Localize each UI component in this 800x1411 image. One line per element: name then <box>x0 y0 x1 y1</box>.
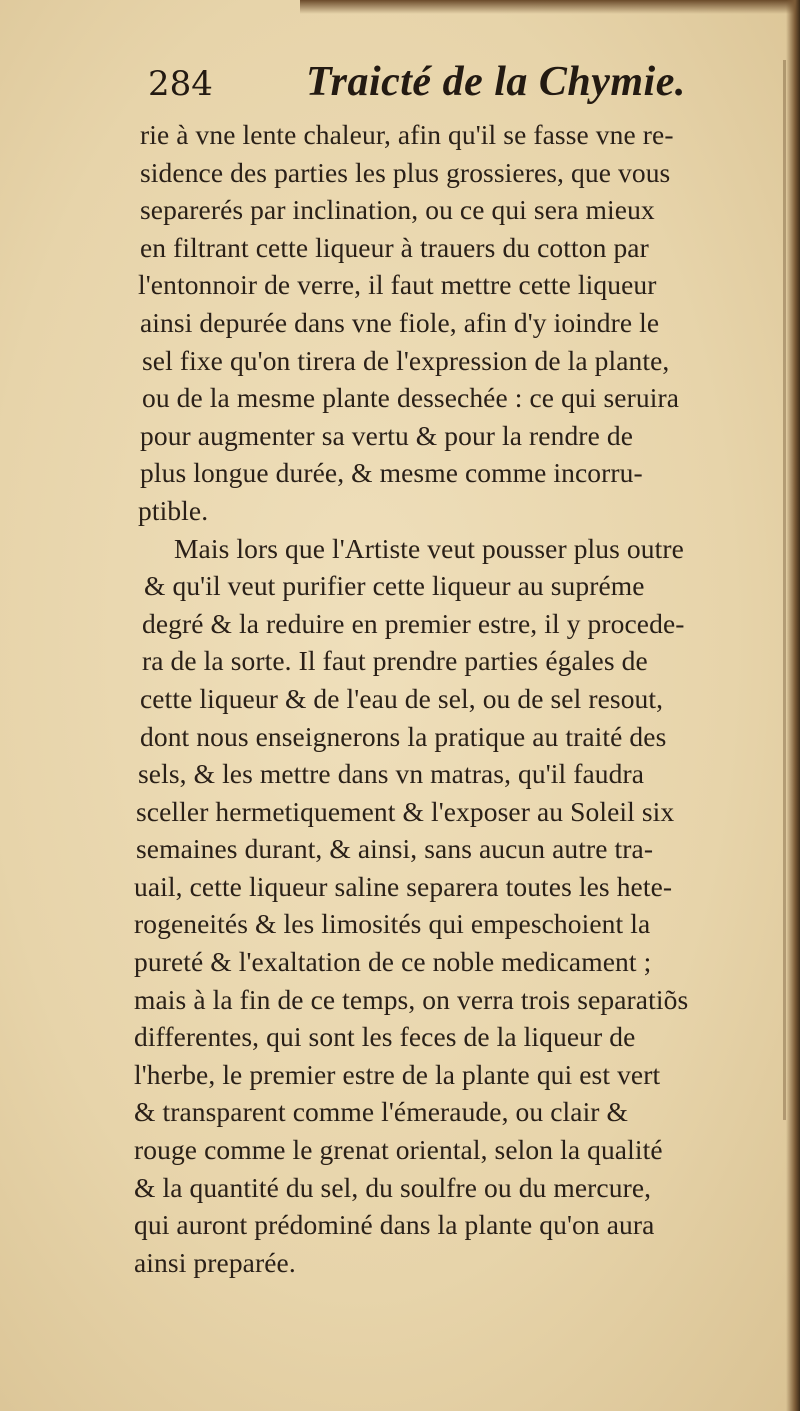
text-line: rie à vne lente chaleur, afin qu'il se fasse vne re- <box>140 119 674 150</box>
text-line: sel fixe qu'on tirera de l'expression de la plante, <box>142 344 670 376</box>
text-line: uail, cette liqueur saline separera toutes les hete- <box>134 870 673 902</box>
text-line: plus longue durée, & mesme comme incorru- <box>140 457 643 489</box>
page-right-edge <box>786 0 800 1411</box>
text-line: pureté & l'exaltation de ce noble medicament ; <box>134 946 652 978</box>
text-line: differentes, qui sont les feces de la liqueur de <box>134 1021 636 1053</box>
text-line: semaines durant, & ainsi, sans aucun autre tra- <box>136 833 654 865</box>
text-line: qui auront prédominé dans la plante qu'on aura <box>134 1209 655 1241</box>
page-number: 284 <box>148 64 213 104</box>
text-line: dont nous enseignerons la pratique au traité des <box>140 720 667 752</box>
text-line: sidence des parties les plus grossieres, que vous <box>140 156 671 188</box>
text-line: l'entonnoir de verre, il faut mettre cette liqueur <box>138 269 657 301</box>
text-line: ou de la mesme plante dessechée : ce qui seruira <box>142 382 680 414</box>
text-line: sceller hermetiquement & l'exposer au Soleil six <box>136 795 675 827</box>
running-title: Traicté de la Chymie. <box>306 59 686 105</box>
text-line: & qu'il veut purifier cette liqueur au supréme <box>144 570 645 602</box>
text-line: ptible. <box>138 494 209 526</box>
text-line: sels, & les mettre dans vn matras, qu'il faudra <box>138 758 645 790</box>
text-line: ainsi preparée. <box>134 1246 296 1278</box>
text-line: cette liqueur & de l'eau de sel, ou de sel resout, <box>140 682 664 714</box>
text-line: degré & la reduire en premier estre, il y procede- <box>142 607 685 639</box>
text-line: ra de la sorte. Il faut prendre parties égales de <box>142 645 648 677</box>
text-line: & transparent comme l'émeraude, ou clair & <box>134 1096 629 1128</box>
text-line: mais à la fin de ce temps, on verra trois separatiõs <box>134 983 689 1015</box>
text-line: pour augmenter sa vertu & pour la rendre de <box>140 419 634 451</box>
text-line: Mais lors que l'Artiste veut pousser plus outre <box>174 532 684 564</box>
body-text <box>134 116 774 1281</box>
text-line: rouge comme le grenat oriental, selon la qualité <box>134 1134 663 1166</box>
text-line: separerés par inclination, ou ce qui sera mieux <box>140 194 655 226</box>
page-gutter-line <box>783 60 786 1120</box>
text-line: ainsi depurée dans vne fiole, afin d'y ioindre le <box>140 306 660 338</box>
text-line: & la quantité du sel, du soulfre ou du mercure, <box>134 1171 652 1203</box>
page-top-shadow <box>300 0 800 14</box>
page-header <box>148 58 708 114</box>
text-line: en filtrant cette liqueur à trauers du cotton par <box>140 231 649 263</box>
text-line: rogeneités & les limosités qui empeschoient la <box>134 908 651 940</box>
text-line: l'herbe, le premier estre de la plante qui est vert <box>134 1058 661 1090</box>
